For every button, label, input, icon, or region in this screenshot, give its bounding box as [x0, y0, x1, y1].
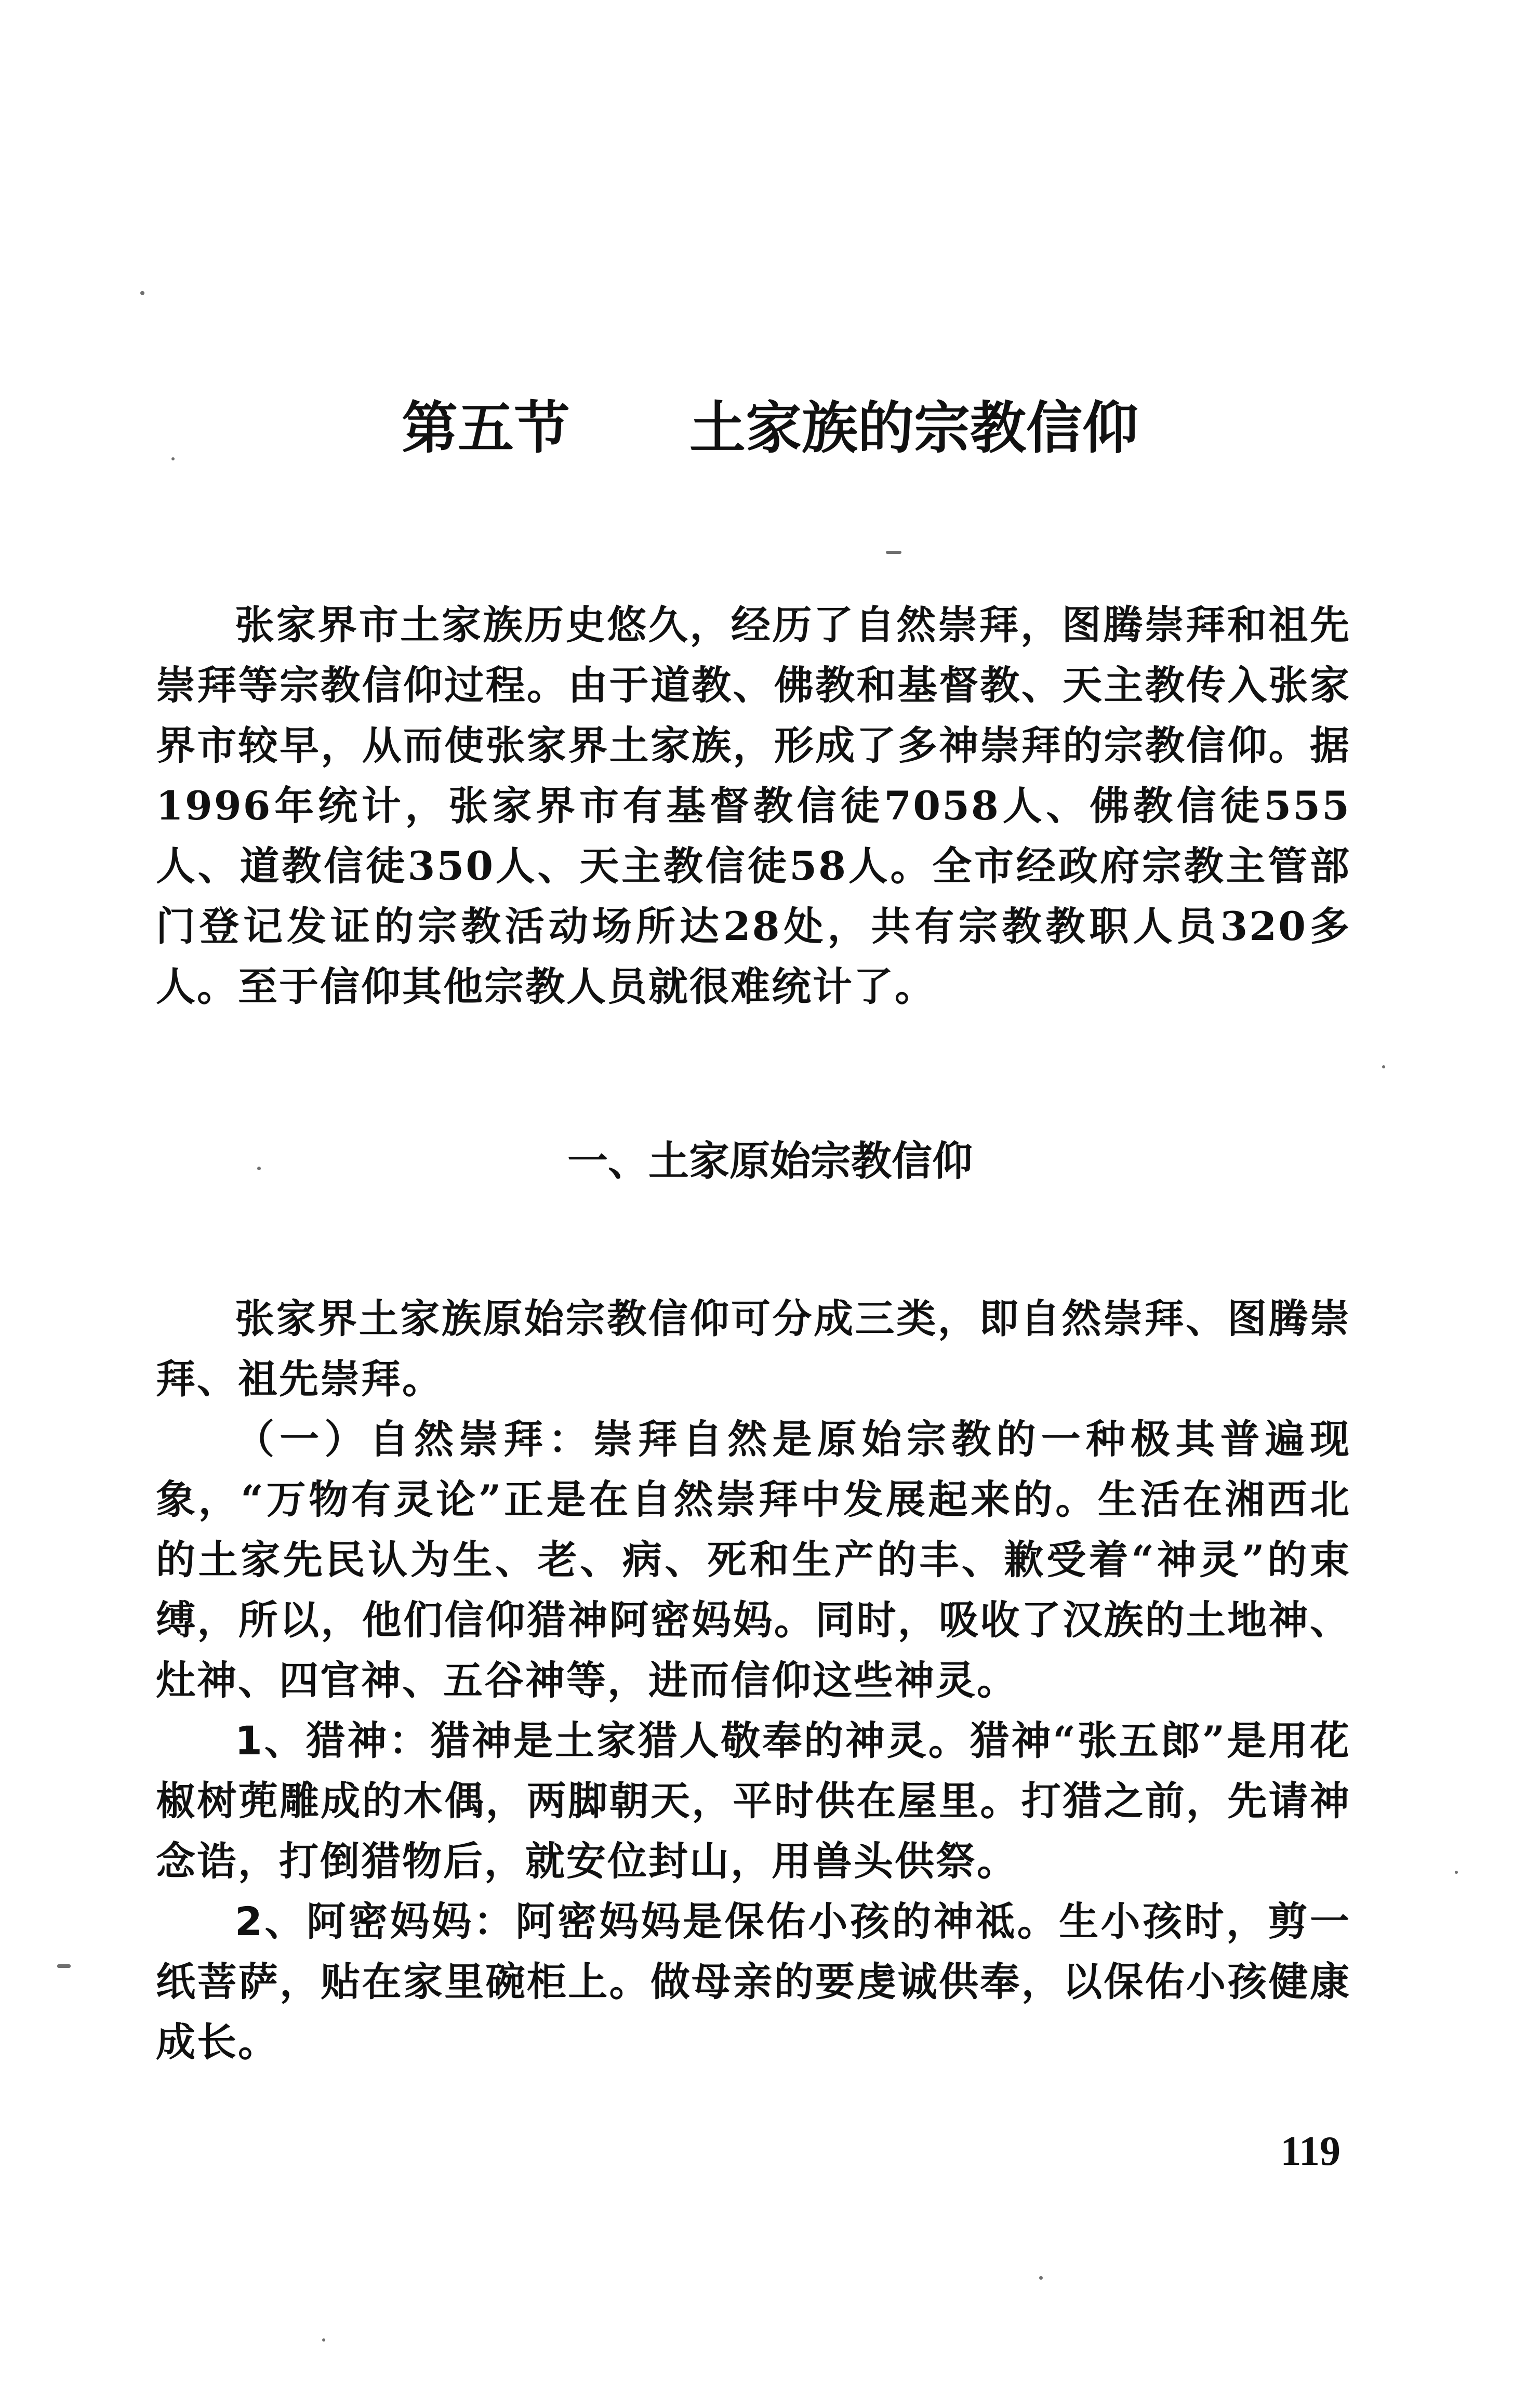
- scan-speck: [1455, 1871, 1458, 1874]
- paragraph-hunting-god-lead: 1、猎神：: [235, 1717, 431, 1764]
- paragraph-nature-worship-lead: （一）自然崇拜：: [235, 1416, 593, 1462]
- scan-speck: [1039, 2276, 1043, 2280]
- paragraph-hunting-god: [156, 1711, 1351, 1892]
- section-heading: 土家族的宗教信仰: [689, 396, 1139, 461]
- subsection-title: 一、土家原始宗教信仰: [567, 1138, 973, 1185]
- paragraph-nature-worship: [156, 1409, 1351, 1711]
- scan-speck: [886, 551, 901, 554]
- paragraph-amimama-lead: 2、阿密妈妈：: [235, 1898, 516, 1945]
- paragraph-nature-worship-text: 崇拜自然是原始宗教的一种极其普遍现象，“万物有灵论”正是在自然崇拜中发展起来的。生活在湘西北的土家先民认为生、老、病、死和生产的丰、歉受着“神灵”的束缚，所以，他们信仰猎神阿密妈妈。同时，吸收了汉族的土地神、灶神、四官神、五谷神等，进而信仰这些神灵。: [156, 1416, 1351, 1703]
- paragraph-overview-text: 张家界土家族原始宗教信仰可分成三类，即自然崇拜、图腾崇拜、祖先崇拜。: [156, 1295, 1351, 1402]
- scan-speck: [171, 457, 175, 460]
- page-number: 119: [1280, 2128, 1340, 2174]
- intro-paragraph: 张家界市土家族历史悠久，经历了自然崇拜，图腾崇拜和祖先崇拜等宗教信仰过程。由于道教、佛教和基督教、天主教传入张家界市较早，从而使张家界土家族，形成了多神崇拜的宗教信仰。据1996年统计，张家界市有基督教信徒7058人、佛教信徒555人、道教信徒350人、天主教信徒58人。全市经政府宗教主管部门登记发证的宗教活动场所达28处，共有宗教教职人员320多人。至于信仰其他宗教人员就很难统计了。: [156, 602, 1351, 1010]
- paragraph-amimama: [156, 1892, 1351, 2072]
- paragraph-overview: [156, 1289, 1351, 1409]
- section-title: [0, 395, 1540, 462]
- scan-speck: [140, 291, 144, 295]
- scan-speck: [57, 1964, 71, 1968]
- scan-speck: [257, 1167, 261, 1170]
- scan-speck: [322, 2338, 325, 2342]
- intro-block: [156, 595, 1351, 1017]
- subsection-body: [156, 1289, 1351, 2072]
- section-number: 第五节: [401, 396, 570, 461]
- scan-speck: [1382, 1065, 1385, 1068]
- paragraph-hunting-god-text: 猎神是土家猎人敬奉的神灵。猎神“张五郎”是用花椒树蔸雕成的木偶，两脚朝天，平时供在屋里。打猎之前，先请神念诰，打倒猎物后，就安位封山，用兽头供祭。: [156, 1717, 1351, 1884]
- paragraph-amimama-text: 阿密妈妈是保佑小孩的神祗。生小孩时，剪一纸菩萨，贴在家里碗柜上。做母亲的要虔诚供奉，以保佑小孩健康成长。: [156, 1898, 1351, 2065]
